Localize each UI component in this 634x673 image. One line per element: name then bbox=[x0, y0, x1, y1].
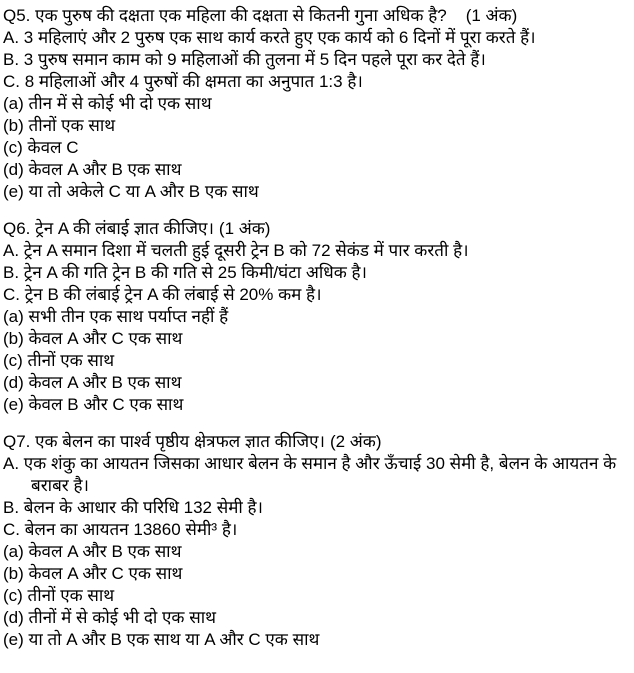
option-a: (a) केवल A और B एक साथ bbox=[3, 542, 182, 561]
statement-a: A. 3 महिलाएं और 2 पुरुष एक साथ कार्य करते हुए एक कार्य को 6 दिनों में पूरा करते हैं। bbox=[3, 28, 536, 47]
option-d: (d) केवल A और B एक साथ bbox=[3, 373, 182, 392]
statement-a: A. एक शंकु का आयतन जिसका आधार बेलन के समान है और ऊँचाई 30 सेमी है, बेलन के आयतन के बराबर है। bbox=[3, 454, 617, 495]
statement-c: C. ट्रेन B की लंबाई ट्रेन A की लंबाई से 20% कम है। bbox=[3, 285, 322, 304]
option-e: (e) या तो A और B एक साथ या A और C एक साथ bbox=[3, 630, 320, 649]
option-b: (b) तीनों एक साथ bbox=[3, 116, 116, 135]
option-c: (c) तीनों एक साथ bbox=[3, 351, 115, 370]
option-e: (e) या तो अकेले C या A और B एक साथ bbox=[3, 182, 259, 201]
statement-c: C. 8 महिलाओं और 4 पुरुषों की क्षमता का अनुपात 1:3 है। bbox=[3, 72, 363, 91]
option-a: (a) सभी तीन एक साथ पर्याप्त नहीं हैं bbox=[3, 307, 229, 326]
statement-a: A. ट्रेन A समान दिशा में चलती हुई दूसरी ट्रेन B को 72 सेकंड में पार करती है। bbox=[3, 241, 469, 260]
option-d: (d) केवल A और B एक साथ bbox=[3, 160, 182, 179]
question-marks: (2 अंक) bbox=[329, 432, 382, 451]
question-title: Q6. ट्रेन A की लंबाई ज्ञात कीजिए। bbox=[3, 219, 214, 238]
question-title: Q5. एक पुरुष की दक्षता एक महिला की दक्षता से कितनी गुना अधिक है? bbox=[3, 6, 447, 25]
question-marks: (1 अंक) bbox=[218, 219, 271, 238]
statement-b: B. 3 पुरुष समान काम को 9 महिलाओं की तुलना में 5 दिन पहले पूरा कर देते हैं। bbox=[3, 50, 486, 69]
statement-c: C. बेलन का आयतन 13860 सेमी³ है। bbox=[3, 520, 238, 539]
statement-b: B. बेलन के आधार की परिधि 132 सेमी है। bbox=[3, 498, 263, 517]
question-title-line bbox=[3, 431, 628, 453]
option-e: (e) केवल B और C एक साथ bbox=[3, 395, 184, 414]
question-q7 bbox=[3, 431, 628, 651]
question-marks: (1 अंक) bbox=[465, 6, 518, 25]
option-d: (d) तीनों में से कोई भी दो एक साथ bbox=[3, 608, 216, 627]
question-title: Q7. एक बेलन का पार्श्व पृष्ठीय क्षेत्रफल ज्ञात कीजिए। bbox=[3, 432, 325, 451]
question-q6 bbox=[3, 218, 628, 416]
statement-b: B. ट्रेन A की गति ट्रेन B की गति से 25 किमी/घंटा अधिक है। bbox=[3, 263, 367, 282]
option-c: (c) तीनों एक साथ bbox=[3, 586, 115, 605]
option-b: (b) केवल A और C एक साथ bbox=[3, 329, 183, 348]
option-b: (b) केवल A और C एक साथ bbox=[3, 564, 183, 583]
option-c: (c) केवल C bbox=[3, 138, 79, 157]
option-a: (a) तीन में से कोई भी दो एक साथ bbox=[3, 94, 212, 113]
question-q5 bbox=[3, 5, 628, 203]
question-title-line bbox=[3, 218, 628, 240]
question-title-line bbox=[3, 5, 628, 27]
